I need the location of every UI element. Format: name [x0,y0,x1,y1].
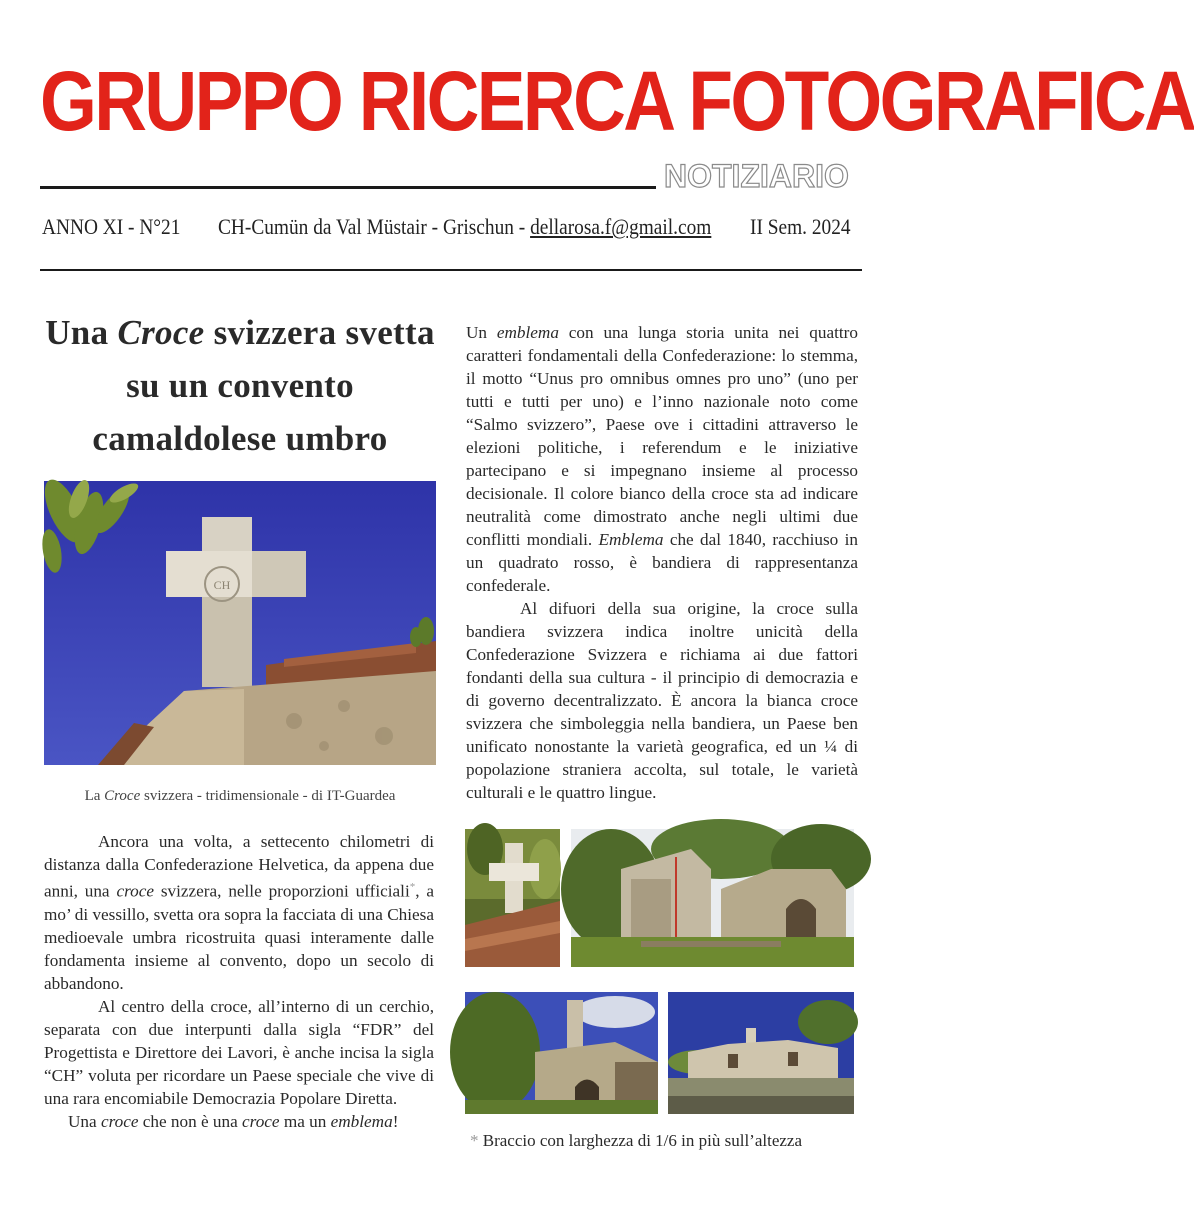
headline-emphasis: Croce [117,313,205,352]
article-headline [44,306,436,465]
paragraph [44,1110,434,1133]
text-run: svizzera, nelle proporzioni ufficiali [160,881,410,901]
photo-ruined-church [571,829,854,967]
paragraph: Al difuori della sua origine, la croce sulla bandiera svizzera indica inoltre unicità della Confederazione Svizzera e richiama ai due fattori fondanti della sua cultura - il principio di democrazia e di governo decentralizzato. È ancora la bianca croce svizzera che simboleggia nella bandiera, un Paese ben unificato nonostante la varietà geografica, ed un ¼ di popolazione straniera accolta, sul totale, le varietà culturali e le quattro lingue. [466,599,858,802]
paragraph [44,830,434,995]
text-emphasis: Emblema [598,530,664,549]
text-emphasis: emblema [330,1111,393,1131]
main-photo-swiss-cross [44,481,436,765]
article-body-right [466,321,858,804]
semester: II Sem. 2024 [750,214,851,239]
masthead-rule-bottom [40,269,862,271]
text-run: Un [466,323,488,342]
svg-text:CH: CH [213,578,231,592]
text-emphasis: emblema [496,323,559,342]
headline-part: svizzera svetta su un convento camaldolese umbro [92,313,435,458]
text-run: ma un [283,1111,327,1131]
text-run: , a mo’ di vessillo, svetta ora sopra la facciata di una Chiesa medioevale umbra ricostruita quasi interamente dalle fondamenta insieme al convento, dopo un secolo di abbandono. [44,881,435,993]
paragraph [466,321,858,597]
issue-number: ANNO XI - N°21 [42,214,181,239]
caption-part: svizzera - tridimensionale - di IT-Guardea [144,788,396,804]
text-run: ! [392,1111,399,1131]
text-emphasis: croce [116,881,154,901]
text-run: che dal 1840, racchiuso in un quadrato rosso, è bandiera di rappresentanza confederale. [466,530,859,595]
headline-part: Una [45,313,109,352]
masthead-title: GRUPPO RICERCA FOTOGRAFICA [40,54,1194,148]
footnote [470,1131,802,1151]
cross-detail-illustration [465,829,560,967]
text-run: che non è una [142,1111,238,1131]
photo-caption [44,788,436,805]
article-body-left [44,830,434,1133]
text-run: Ancora una volta, a settecento chilometri di distanza dalla Confederazione Helvetica, da appena due anni, una [44,832,434,901]
footnote-marker: * [470,1131,479,1150]
caption-emphasis: Croce [104,788,141,804]
text-run: Una [68,1111,97,1131]
masthead-location [218,212,711,242]
text-emphasis: croce [242,1111,280,1131]
footnote-marker: * [409,881,416,893]
ruined-church-illustration [571,829,854,967]
photo-church-tower [465,992,658,1114]
cross-photo-illustration [44,481,436,765]
footnote-text: Braccio con larghezza di 1/6 in più sull’altezza [482,1131,802,1150]
photo-convent-exterior [668,992,854,1114]
convent-illustration [668,992,854,1114]
text-run: con una lunga storia unita nei quattro caratteri fondamentali della Confederazione: lo stemma, il motto “Unus pro omnibus omnes pro uno” (uno per tutti e tutti per uno) e l’inno nazionale noto come “Salmo svizzero”, Paese ove i cittadini attraverso le elezioni politiche, i referendum e le iniziative partecipano e si impegnano insieme al processo decisionale. Il colore bianco della croce sta ad indicare neutralità come dimostrato anche negli ultimi due conflitti mondiali. [466,323,858,549]
text-emphasis: croce [100,1111,139,1131]
email-link[interactable]: dellarosa.f@gmail.com [530,214,712,239]
location-text: CH-Cumün da Val Müstair - Grischun - [218,214,526,239]
paragraph: Al centro della croce, all’interno di un cerchio, separata con due interpunti dalla sigla “FDR” del Progettista e Direttore dei Lavori, è anche incisa la sigla “CH” voluta per ricordare un Paese speciale che vive di una rara encomiabile Democrazia Popolare Diretta. [44,996,434,1108]
church-tower-illustration [465,992,658,1114]
caption-part: La [84,788,101,804]
photo-cross-detail [465,829,560,967]
masthead-subtitle: NOTIZIARIO [664,158,849,194]
masthead-rule-top [40,186,656,189]
